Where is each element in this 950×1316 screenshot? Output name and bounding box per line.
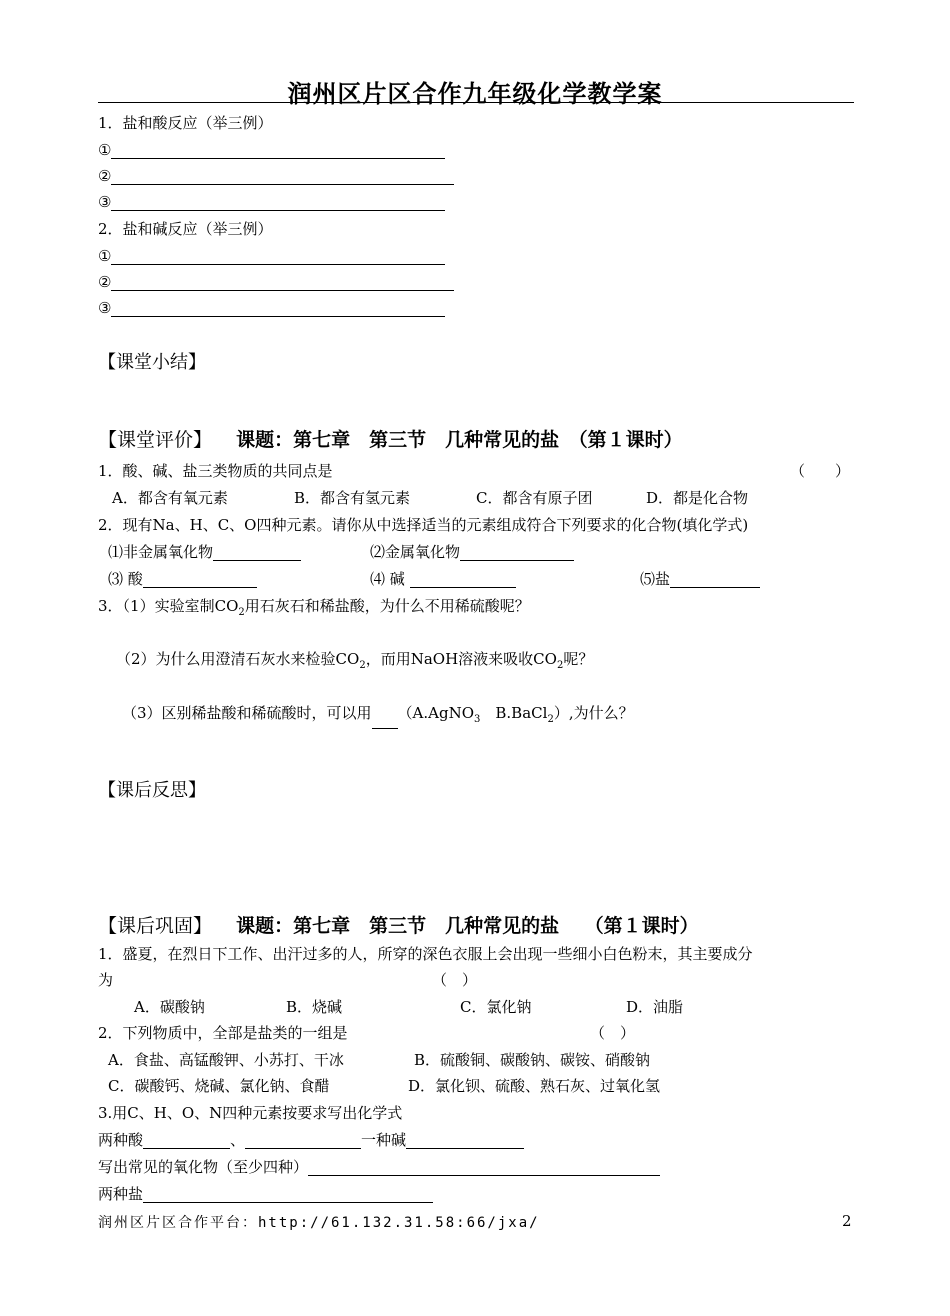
eval-q3-1 — [98, 597, 530, 622]
cons-q1-paren: （ ） — [432, 971, 478, 989]
eval-q2-metal-oxide — [370, 543, 574, 561]
separator: 、 — [230, 1131, 246, 1149]
question-salt-base: 2．盐和碱反应（举三例） — [98, 220, 273, 238]
cons-q1: 1．盛夏，在烈日下工作、出汗过多的人，所穿的深色衣服上会出现一些细小白色粉末，其主要成分 — [98, 945, 753, 963]
blank-line[interactable] — [670, 573, 760, 588]
cons-q2-paren: （ ） — [590, 1024, 636, 1042]
eval-q1: 1．酸、碱、盐三类物质的共同点是 — [98, 462, 333, 480]
blank-line[interactable] — [213, 546, 301, 561]
blank-line[interactable] — [143, 573, 257, 588]
answer-line-4 — [98, 247, 445, 265]
cons-q3: 3.用C、H、O、N四种元素按要求写出化学式 — [98, 1104, 403, 1122]
cons-q1-option-b[interactable]: B．烧碱 — [286, 998, 343, 1016]
consolidation-label: 【课后巩固】 — [98, 915, 213, 937]
text: （A.AgNO — [397, 704, 475, 722]
eval-q2-salt — [640, 570, 760, 588]
blank-line[interactable] — [245, 1134, 361, 1149]
text: ，而用NaOH溶液来吸收 — [365, 650, 534, 668]
cons-q2-option-b[interactable]: B．硫酸铜、碳酸钠、碳铵、硝酸钠 — [414, 1051, 651, 1069]
section-summary: 【课堂小结】 — [98, 352, 206, 373]
question-salt-acid: 1．盐和酸反应（举三例） — [98, 114, 273, 132]
circle-3: ③ — [98, 299, 112, 317]
blank-line[interactable] — [111, 170, 454, 185]
formula: CO — [214, 597, 239, 615]
blank-line[interactable] — [111, 302, 445, 317]
cons-q1-option-d[interactable]: D．油脂 — [626, 998, 684, 1016]
eval-q1-option-d[interactable]: D．都是化合物 — [646, 489, 749, 507]
section-evaluation — [98, 428, 683, 452]
cons-q3-acids-base — [98, 1131, 524, 1149]
eval-q2-acid — [108, 570, 257, 588]
eval-q3-3 — [122, 704, 634, 729]
answer-line-5 — [98, 273, 454, 291]
footer-platform: 润州区片区合作平台：http://61.132.31.58:66/jxa/ — [98, 1215, 540, 1231]
blank-line[interactable] — [372, 714, 398, 729]
blank-line[interactable] — [406, 1134, 524, 1149]
label: ⑸盐 — [640, 570, 671, 588]
cons-q3-oxides — [98, 1158, 660, 1176]
label: 两种酸 — [98, 1131, 144, 1149]
blank-line[interactable] — [111, 144, 445, 159]
circle-2: ② — [98, 273, 112, 291]
blank-line[interactable] — [143, 1134, 230, 1149]
consolidation-topic: 课题：第七章 第三节 几种常见的盐 （第１课时） — [236, 915, 699, 937]
text: 3．（1）实验室制 — [98, 597, 215, 615]
eval-q1-option-b[interactable]: B．都含有氢元素 — [294, 489, 411, 507]
section-reflection: 【课后反思】 — [98, 780, 206, 801]
cons-q1-option-c[interactable]: C．氯化钠 — [460, 998, 532, 1016]
eval-q1-paren: （ ） — [790, 462, 851, 480]
circle-1: ① — [98, 141, 112, 159]
subscript: 2 — [547, 714, 554, 725]
header-rule — [98, 102, 854, 103]
evaluation-topic: 课题：第七章 第三节 几种常见的盐 （第１课时） — [236, 429, 683, 451]
cons-q2: 2．下列物质中，全部是盐类的一组是 — [98, 1024, 348, 1042]
subscript: 2 — [359, 660, 366, 671]
cons-q1-cont: 为 — [98, 971, 114, 989]
eval-q2-nonmetal-oxide — [108, 543, 301, 561]
subscript: 2 — [556, 660, 564, 671]
cons-q2-option-a[interactable]: A．食盐、高锰酸钾、小苏打、干冰 — [108, 1051, 344, 1069]
eval-q1-option-c[interactable]: C．都含有原子团 — [476, 489, 593, 507]
text: （3）区别稀盐酸和稀硫酸时，可以用 — [122, 704, 372, 722]
formula: CO — [533, 650, 557, 668]
answer-line-3 — [98, 193, 445, 211]
formula: CO — [335, 650, 360, 668]
cons-q2-option-c[interactable]: C．碳酸钙、烧碱、氯化钠、食醋 — [108, 1077, 330, 1095]
circle-1: ① — [98, 247, 112, 265]
label: 写出常见的氧化物（至少四种） — [98, 1158, 309, 1176]
answer-line-1 — [98, 141, 445, 159]
answer-line-6 — [98, 299, 445, 317]
eval-q2: 2．现有Na、H、C、O四种元素。请你从中选择适当的元素组成符合下列要求的化合物(填化学式) — [98, 516, 749, 534]
circle-3: ③ — [98, 193, 112, 211]
label: 两种盐 — [98, 1185, 144, 1203]
blank-line[interactable] — [308, 1161, 660, 1176]
subscript: 2 — [238, 607, 245, 618]
text: （2）为什么用澄清石灰水来检验 — [116, 650, 336, 668]
blank-line[interactable] — [410, 573, 516, 588]
blank-line[interactable] — [460, 546, 574, 561]
label: ⑷ 碱 — [370, 570, 410, 588]
evaluation-label: 【课堂评价】 — [98, 429, 213, 451]
cons-q2-option-d[interactable]: D．氯化钡、硫酸、熟石灰、过氧化氢 — [408, 1077, 661, 1095]
label: ⑴非金属氧化物 — [108, 543, 214, 561]
cons-q1-option-a[interactable]: A．碳酸钠 — [134, 998, 205, 1016]
eval-q2-base — [370, 570, 516, 588]
label: 一种碱 — [361, 1131, 407, 1149]
cons-q3-salts — [98, 1185, 433, 1203]
eval-q1-option-a[interactable]: A．都含有氧元素 — [112, 489, 228, 507]
blank-line[interactable] — [143, 1188, 433, 1203]
subscript: 3 — [474, 714, 481, 725]
page-number: 2 — [842, 1212, 852, 1230]
blank-line[interactable] — [111, 276, 454, 291]
text: 用石灰石和稀盐酸，为什么不用稀硫酸呢？ — [244, 597, 530, 615]
blank-line[interactable] — [111, 196, 445, 211]
label: ⑶ 酸 — [108, 570, 143, 588]
section-consolidation — [98, 914, 699, 938]
label: ⑵金属氧化物 — [370, 543, 461, 561]
page-title: 润州区片区合作九年级化学教学案 — [287, 80, 663, 108]
text: B.BaCl — [480, 704, 548, 722]
answer-line-2 — [98, 167, 454, 185]
eval-q3-2 — [116, 650, 593, 675]
text: 呢？ — [563, 650, 594, 668]
blank-line[interactable] — [111, 250, 445, 265]
text: ）,为什么？ — [553, 704, 634, 722]
circle-2: ② — [98, 167, 112, 185]
